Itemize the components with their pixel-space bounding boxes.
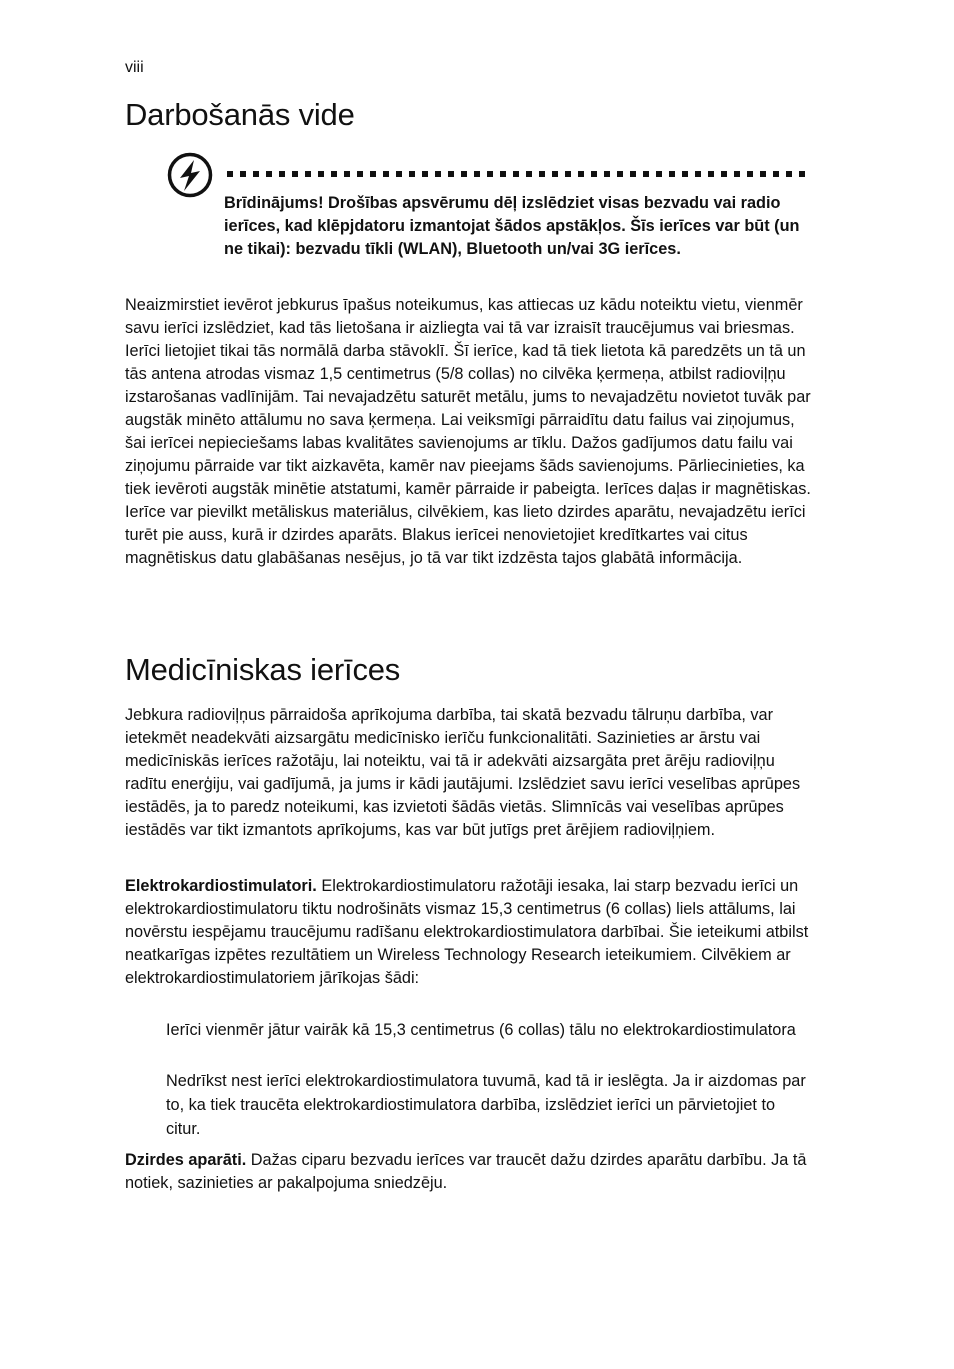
hearing-aids-text: Dažas ciparu bezvadu ierīces var traucēt dažu dzirdes aparātu darbību. Ja tā notiek, sazinieties ar pakalpojuma sniedzēju. — [125, 1151, 807, 1192]
pacemakers-text: Elektrokardiostimulatoru ražotāji iesaka, lai starp bezvadu ierīci un elektrokardiostimulatoru tiktu nodrošināts vismaz 15,3 centimetrus (6 collas) liels attālums, lai novērstu iespējamu traucējumu radīšanu elektrokardiostimulatora darbībai. Šie ieteikumi atbilst neatkarīgas izpētes rezultātiem un Wireless Technology Research ieteikumiem. Cilvēkiem ar elektrokardiostimulatoriem jārīkojas šādi: — [125, 877, 809, 987]
section-title-medical-devices: Medicīniskas ierīces — [125, 652, 401, 687]
page-number: viii — [125, 59, 144, 76]
pacemaker-guideline-item: Ierīci vienmēr jātur vairāk kā 15,3 centimetrus (6 collas) tālu no elektrokardiostimulatora — [166, 1021, 796, 1039]
lightning-warning-icon — [167, 152, 213, 198]
medical-devices-intro-paragraph: Jebkura radioviļņus pārraidoša aprīkojuma darbība, tai skatā bezvadu tālruņu darbība, var ietekmēt neadekvāti aizsargātu medicīnisko ierīču funkcionalitāti. Sazinieties ar ārstu vai medicīniskās ierīces ražotāju, lai noteiktu, vai tā ir adekvāti aizsargāta pret ārēju radioviļņu radītu enerģiju, vai gadījumā, ja jums ir kādi jautājumi. Izslēdziet savu ierīci veselības aprūpes iestādēs, ja to paredz noteikumi, kas izvietoti šādās vietās. Slimnīcās vai veselības aprūpes iestādēs var tikt izmantots aprīkojums, kas var būt jutīgs pret ārējiem radioviļņiem. — [125, 706, 801, 839]
warning-text: Brīdinājums! Drošības apsvērumu dēļ izslēdziet visas bezvadu vai radio ierīces, kad klēpjdatoru izmantojat šādos apstākļos. Šīs ierīces var būt (un ne tikai): bezvadu tīkli (WLAN), Bluetooth un/vai 3G ierīces. — [224, 194, 800, 258]
pacemaker-guideline-item: Nedrīkst nest ierīci elektrokardiostimulatora tuvumā, kad tā ir ieslēgta. Ja ir aizdomas par to, ka tiek traucēta elektrokardiostimulatora darbība, izslēdziet ierīci un pārvietojiet to citur. — [166, 1072, 806, 1138]
warning-dotted-rule — [227, 171, 810, 177]
hearing-aids-label: Dzirdes aparāti. — [125, 1151, 247, 1169]
pacemakers-paragraph — [125, 875, 815, 990]
pacemakers-label: Elektrokardiostimulatori. — [125, 877, 317, 895]
section-title-operating-environment: Darbošanās vide — [125, 97, 355, 132]
hearing-aids-paragraph — [125, 1149, 815, 1195]
operating-environment-paragraph: Neaizmirstiet ievērot jebkurus īpašus noteikumus, kas attiecas uz kādu noteiktu vietu, vienmēr savu ierīci izslēdziet, kad tās lietošana ir aizliegta vai tā var izraisīt traucējumus vai briesmas. Ierīci lietojiet tikai tās normālā darba stāvoklī. Šī ierīce, kad tā tiek lietota kā paredzēts un tā un tās antena atrodas vismaz 1,5 centimetrus (5/8 collas) no cilvēka ķermeņa, atbilst radioviļņu izstarošanas vadlīnijām. Tai nevajadzētu saturēt metālu, jums to nevajadzētu novietot tuvāk par augstāk minēto attālumu no sava ķermeņa. Lai veiksmīgi pārraidītu datu failus vai ziņojumus, šai ierīcei nepieciešams labas kvalitātes savienojums ar tīklu. Dažos gadījumos datu failu vai ziņojumu pārraide var tikt aizkavēta, kamēr nav pieejams šāds savienojums. Pārliecinieties, ka tiek ievēroti augstāk minētie atstatumi, kamēr pārraide ir pabeigta. Ierīces daļas ir magnētiskas. Ierīce var pievilkt metāliskus materiālus, cilvēkiem, kas lieto dzirdes aparātu, nevajadzētu ierīci turēt pie auss, kurā ir dzirdes aparāts. Blakus ierīcei nenovietojiet kredītkartes vai citus magnētiskus datu glabāšanas nesējus, jo tā var tikt izdzēsta tajos glabātā informācija. — [125, 296, 811, 567]
